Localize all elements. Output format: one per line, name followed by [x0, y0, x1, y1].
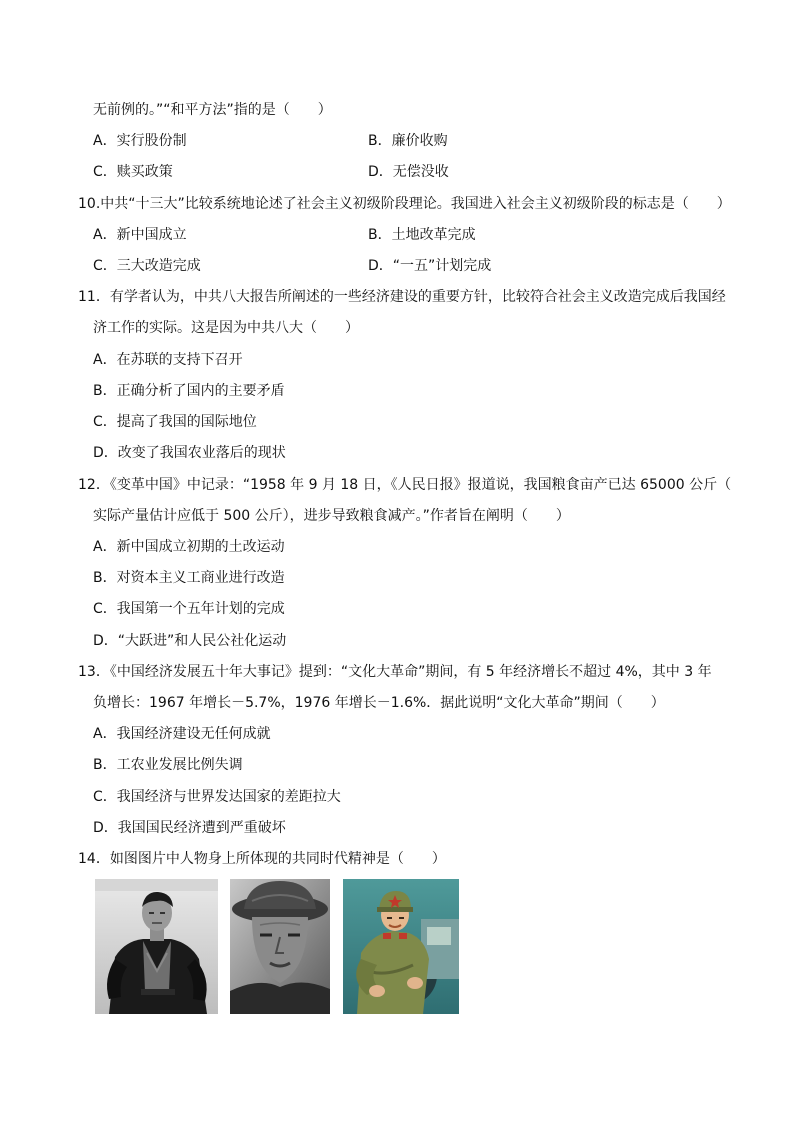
q13-option-d[interactable]: D．我国国民经济遭到严重破坏	[93, 820, 286, 836]
q14-stem: 14．如图图片中人物身上所体现的共同时代精神是（ ）	[78, 851, 446, 867]
q10-option-c[interactable]: C．三大改造完成	[93, 258, 201, 274]
q10-option-b[interactable]: B．土地改革完成	[368, 227, 476, 243]
q9-option-a[interactable]: A．实行股份制	[93, 133, 187, 149]
q10-option-a[interactable]: A．新中国成立	[93, 227, 187, 243]
q10-option-d[interactable]: D．“一五”计划完成	[368, 258, 492, 274]
q12-option-c[interactable]: C．我国第一个五年计划的完成	[93, 601, 285, 617]
q13-option-a[interactable]: A．我国经济建设无任何成就	[93, 726, 271, 742]
q12-option-a[interactable]: A．新中国成立初期的土改运动	[93, 539, 285, 555]
q11-option-b[interactable]: B．正确分析了国内的主要矛盾	[93, 383, 285, 399]
q12-option-d[interactable]: D．“大跃进”和人民公社化运动	[93, 633, 287, 649]
q9-option-b[interactable]: B．廉价收购	[368, 133, 448, 149]
q13-stem-continuation: 负增长：1967 年增长－5.7%，1976 年增长－1.6%．据此说明“文化大革命”期间（ ）	[93, 695, 665, 711]
q12-stem-continuation: 实际产量估计应低于 500 公斤），进步导致粮食减产。”作者旨在阐明（ ）	[93, 508, 570, 524]
q14-photo-group	[95, 879, 465, 1016]
q11-stem-continuation: 济工作的实际。这是因为中共八大（ ）	[93, 320, 359, 336]
portrait-photo-3	[343, 879, 459, 1014]
q11-option-a[interactable]: A．在苏联的支持下召开	[93, 352, 243, 368]
q9-option-c[interactable]: C．赎买政策	[93, 164, 173, 180]
q11-option-d[interactable]: D．改变了我国农业落后的现状	[93, 445, 286, 461]
q13-option-b[interactable]: B．工农业发展比例失调	[93, 757, 243, 773]
q9-option-d[interactable]: D．无偿没收	[368, 164, 449, 180]
q11-stem: 11．有学者认为，中共八大报告所阐述的一些经济建设的重要方针，比较符合社会主义改造完成后我国经	[78, 289, 726, 305]
q13-option-c[interactable]: C．我国经济与世界发达国家的差距拉大	[93, 789, 341, 805]
q9-stem-continuation: 无前例的。”“和平方法”指的是（ ）	[93, 102, 332, 118]
portrait-photo-1	[95, 879, 218, 1014]
q12-option-b[interactable]: B．对资本主义工商业进行改造	[93, 570, 285, 586]
q10-stem: 10.中共“十三大”比较系统地论述了社会主义初级阶段理论。我国进入社会主义初级阶段的标志是（ ）	[78, 196, 731, 212]
q12-stem: 12．《变革中国》中记录：“1958 年 9 月 18 日，《人民日报》报道说，我国粮食亩产已达 65000 公斤（	[78, 477, 732, 493]
q11-option-c[interactable]: C．提高了我国的国际地位	[93, 414, 257, 430]
portrait-photo-2	[230, 879, 330, 1014]
q13-stem: 13．《中国经济发展五十年大事记》提到：“文化大革命”期间，有 5 年经济增长不超过 4%，其中 3 年	[78, 664, 712, 680]
